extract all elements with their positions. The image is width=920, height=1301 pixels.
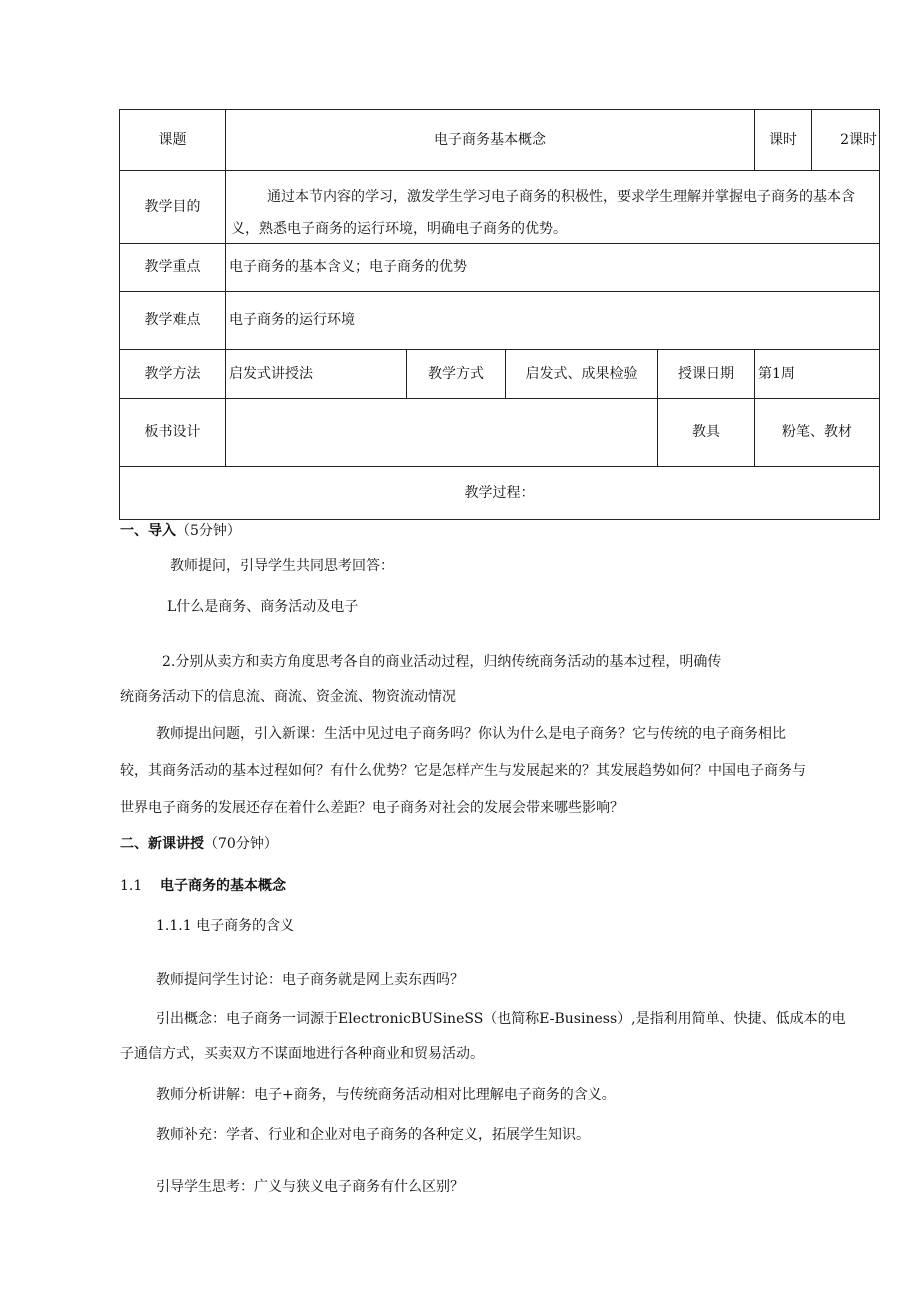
section-2-title: 二、新课讲授 [120, 836, 204, 852]
board-label-cell [119, 398, 226, 467]
mode-value: 启发式、成果检验 [525, 365, 638, 382]
goal-text-cell [225, 170, 880, 244]
paragraph: 教师提问学生讨论：电子商务就是网上卖东西吗？ [156, 972, 464, 988]
method-label-cell [119, 349, 226, 399]
focus-value: 电子商务的基本含义；电子商务的优势 [229, 259, 467, 276]
goal-label: 教学目的 [144, 198, 201, 215]
board-label: 板书设计 [144, 424, 201, 441]
paragraph: 教师提出问题，引入新课：生活中见过电子商务吗？你认为什么是电子商务？它与传统的电子商务相比 [156, 726, 786, 742]
mode-label: 教学方式 [428, 365, 484, 382]
section-1-1-title: 电子商务的基本概念 [160, 878, 286, 894]
subject-value: 电子商务基本概念 [434, 131, 546, 148]
tools-value-cell [754, 398, 880, 467]
section-1-1-number: 1.1 [120, 878, 143, 894]
hours-label: 课时 [769, 131, 797, 148]
process-label: 教学过程： [464, 484, 535, 501]
paragraph: 教师补充：学者、行业和企业对电子商务的各种定义，拓展学生知识。 [156, 1127, 590, 1143]
method-value: 启发式讲授法 [229, 365, 313, 382]
tools-label: 教具 [692, 424, 720, 441]
paragraph: 统商务活动下的信息流、商流、资金流、物资流动情况 [120, 689, 456, 705]
focus-label: 教学重点 [144, 259, 201, 276]
subject-label: 课题 [158, 131, 187, 148]
difficulty-value: 电子商务的运行环境 [229, 312, 355, 329]
paragraph: 引导学生思考：广义与狭义电子商务有什么区别？ [156, 1179, 464, 1195]
section-1-time: （5分钟） [176, 523, 241, 539]
section-1-1-1-heading: 1.1.1 电子商务的含义 [156, 918, 295, 934]
section-2-time: （70分钟） [204, 836, 278, 852]
paragraph: L什么是商务、商务活动及电子 [167, 599, 359, 615]
board-value-cell [225, 398, 658, 467]
method-value-cell [225, 349, 407, 399]
focus-value-cell [225, 243, 880, 292]
paragraph: 教师提问，引导学生共同思考回答： [170, 558, 394, 574]
tools-value: 粉笔、教材 [782, 424, 852, 441]
date-label: 授课日期 [678, 365, 734, 382]
focus-label-cell [119, 243, 226, 292]
paragraph: 较，其商务活动的基本过程如何？有什么优势？它是怎样产生与发展起来的？其发展趋势如何？中国电子商务与 [120, 763, 806, 779]
hours-label-cell [754, 109, 812, 171]
mode-label-cell [406, 349, 506, 399]
date-value: 第1周 [758, 365, 795, 382]
section-2-heading [120, 834, 278, 854]
section-1-title: 一、导入 [120, 523, 176, 539]
goal-text: 通过本节内容的学习，激发学生学习电子商务的积极性，要求学生理解并掌握电子商务的基本含义，熟悉电子商务的运行环境，明确电子商务的优势。 [231, 189, 855, 237]
section-1-heading [120, 521, 241, 541]
process-cell [119, 466, 880, 520]
paragraph: 子通信方式，买卖双方不谋面地进行各种商业和贸易活动。 [120, 1046, 484, 1062]
tools-label-cell [657, 398, 755, 467]
paragraph: 引出概念：电子商务一词源于ElectronicBUSineSS（也简称E-Business）,是指利用简单、快捷、低成本的电 [156, 1011, 846, 1027]
paragraph: 世界电子商务的发展还存在着什么差距？电子商务对社会的发展会带来哪些影响？ [120, 800, 624, 816]
date-label-cell [657, 349, 755, 399]
paragraph: 2.分别从卖方和卖方角度思考各自的商业活动过程，归纳传统商务活动的基本过程，明确传 [162, 654, 722, 670]
difficulty-value-cell [225, 291, 880, 350]
difficulty-label: 教学难点 [144, 312, 201, 329]
paragraph: 教师分析讲解：电子+商务，与传统商务活动相对比理解电子商务的含义。 [156, 1087, 616, 1103]
hours-value-cell [811, 109, 880, 171]
mode-value-cell [505, 349, 658, 399]
hours-value: 2课时 [840, 131, 877, 148]
subject-value-cell [225, 109, 755, 171]
date-value-cell [754, 349, 880, 399]
subject-label-cell [119, 109, 226, 171]
goal-label-cell [119, 170, 226, 244]
difficulty-label-cell [119, 291, 226, 350]
method-label: 教学方法 [144, 365, 201, 382]
